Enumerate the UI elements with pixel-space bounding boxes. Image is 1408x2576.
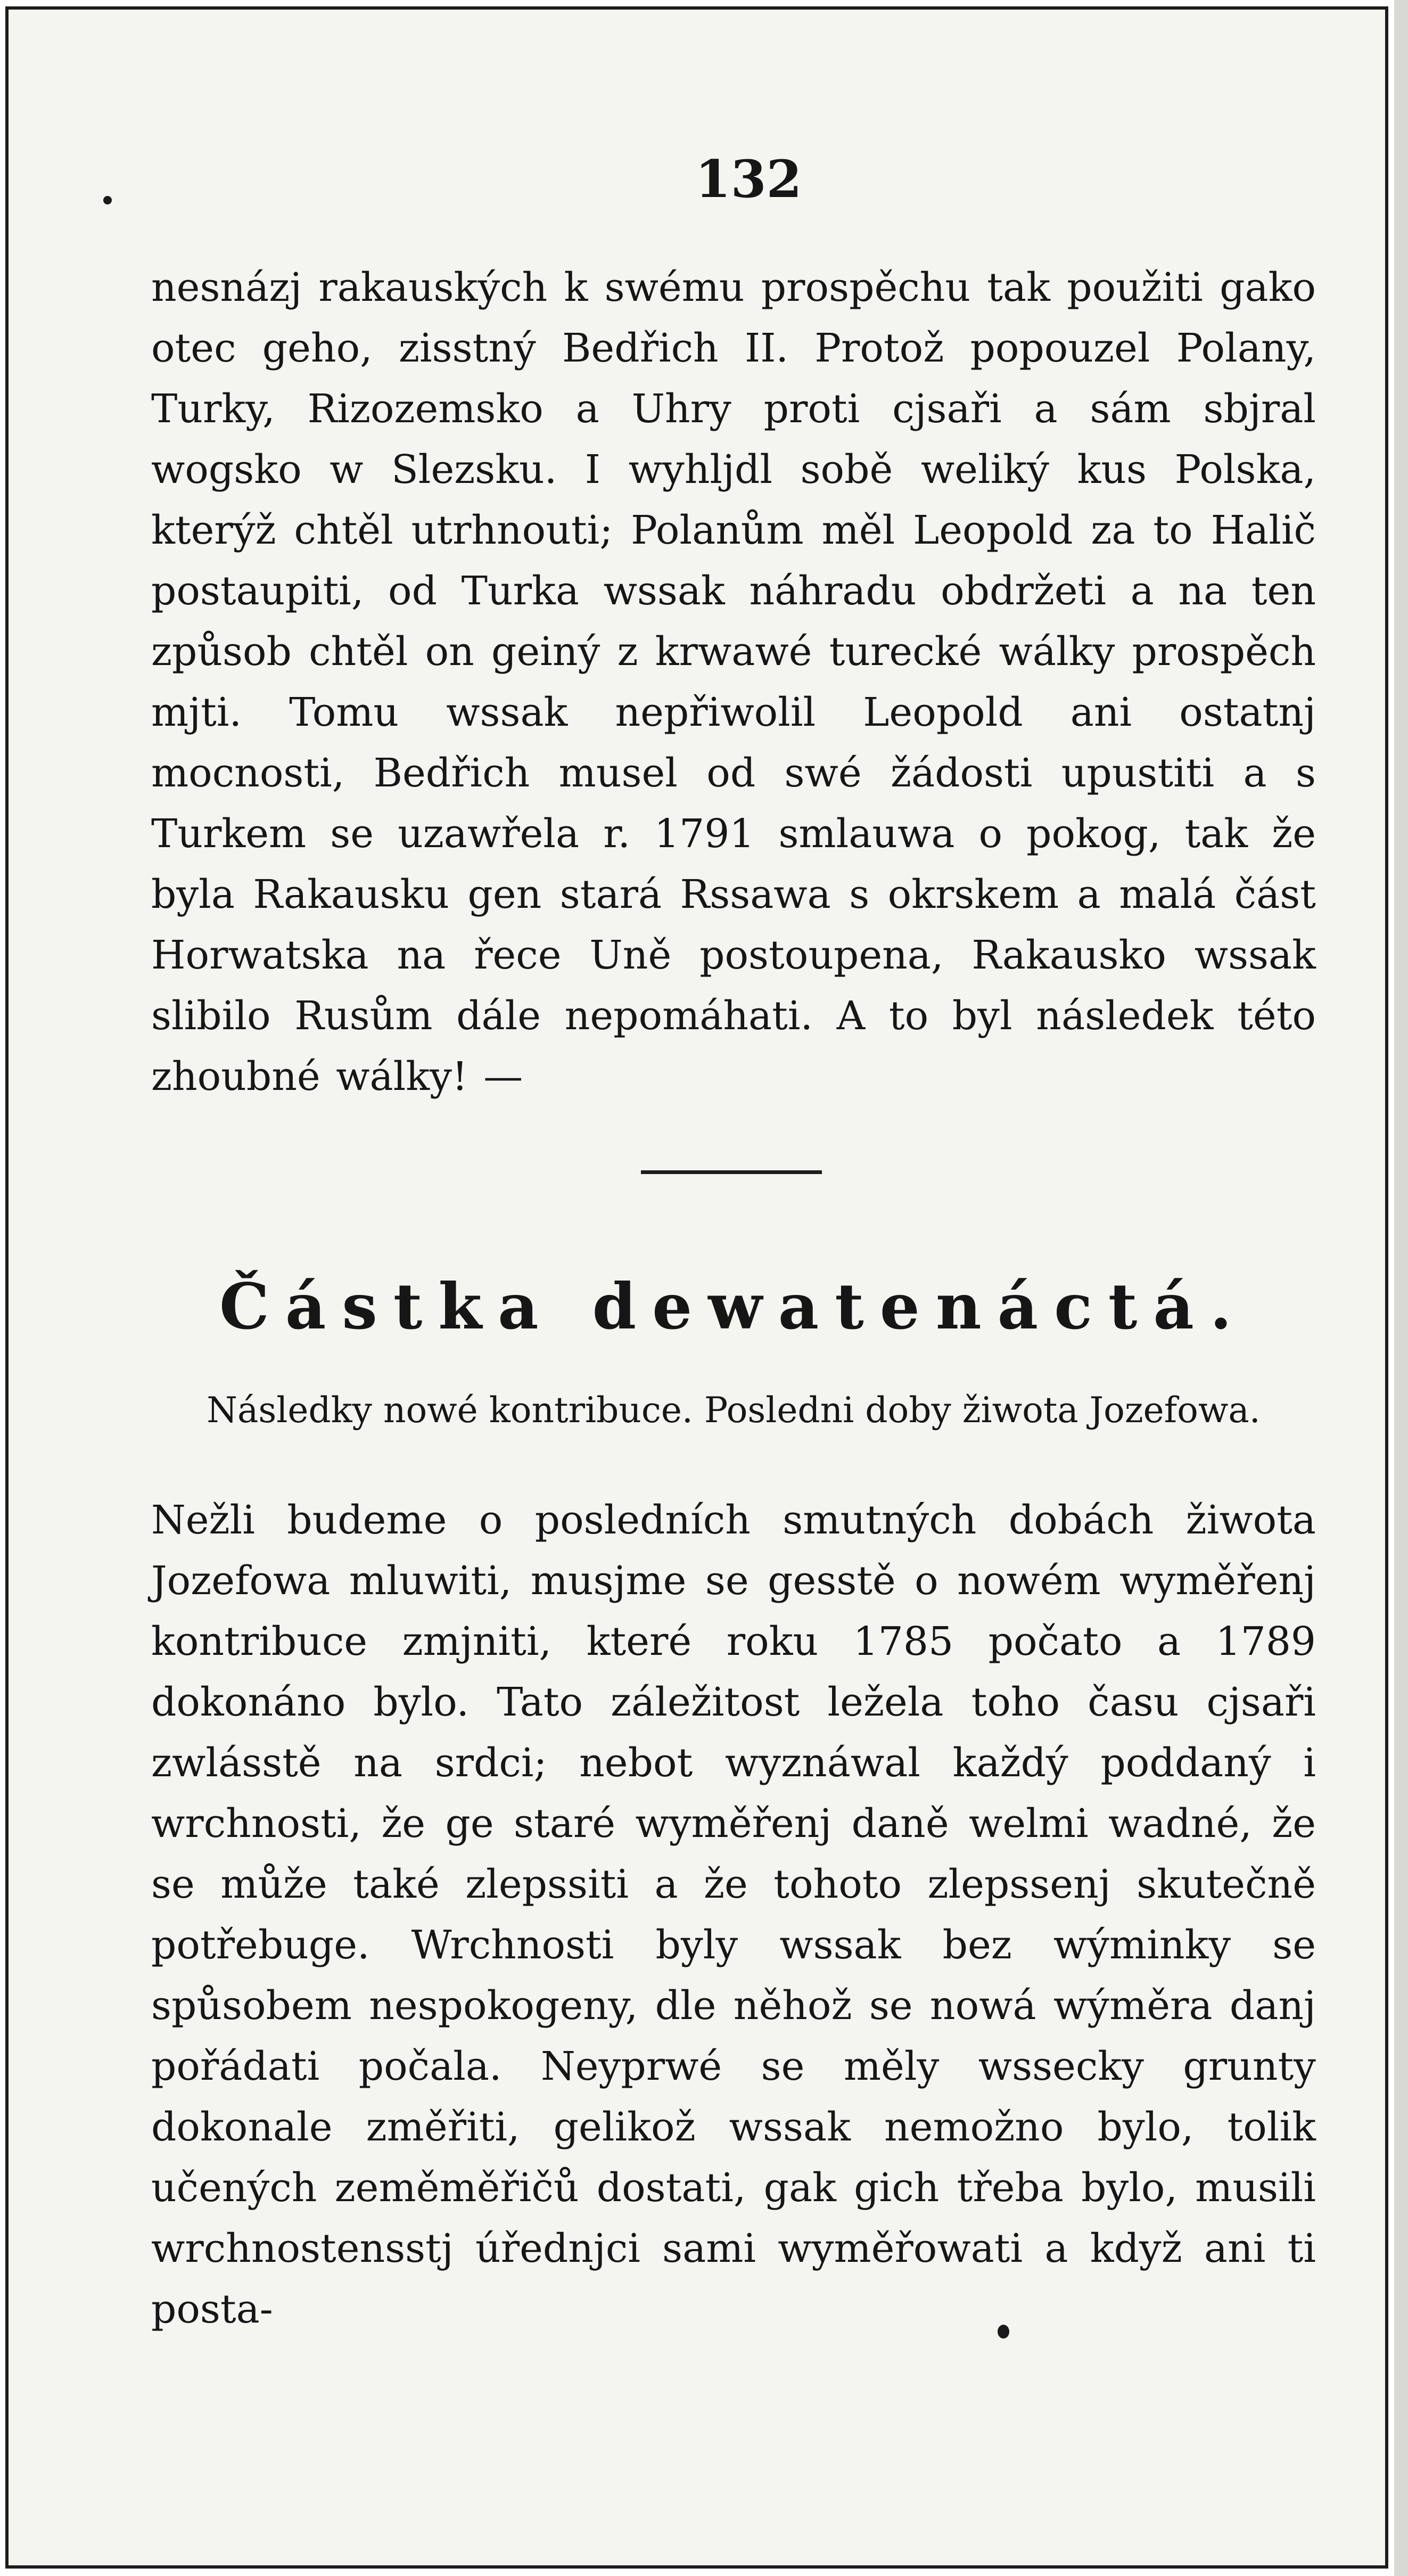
ink-speck — [103, 196, 112, 204]
book-page — [5, 6, 1388, 2569]
top-paragraph: nesnázj rakauských k swému prospěchu tak použiti gako otec geho, zisstný Bedřich II. Protož popouzel Polany, Turky, Rizozemsko a Uhry proti cjsaři a sám sbjral wogsko w Slezsku. I wyhljdl sobě weliký kus Polska, kterýž chtěl utrhnouti; Polanům měl Leopold za to Halič postaupiti, od Turka wssak náhradu obdržeti a na ten způsob chtěl on geiný z krwawé turecké wálky prospěch mjti. Tomu wssak nepřiwolil Leopold ani ostatnj mocnosti, Bedřich musel od swé žádosti upustiti a s Turkem se uzawřela r. 1791 smlauwa o pokog, tak že byla Rakausku gen stará Rssawa s okrskem a malá část Horwatska na řece Uně postoupena, Rakausko wssak slibilo Rusům dále nepomáhati. A to byl následek této zhoubné wálky! — — [151, 265, 1316, 1100]
section-divider — [641, 1170, 822, 1174]
chapter-title: Částka dewatenáctá. — [219, 1269, 1248, 1343]
ink-speck — [998, 2325, 1009, 2339]
chapter-summary: Následky nowé kontribuce. Posledni doby žiwota Jozefowa. — [207, 1390, 1261, 1431]
page-edge — [1394, 0, 1408, 2576]
page-number: 132 — [695, 149, 802, 209]
bottom-paragraph: Nežli budeme o posledních smutných dobách žiwota Jozefowa mluwiti, musjme se gesstě o nowém wyměřenj kontribuce zmjniti, které roku 1785 počato a 1789 dokonáno bylo. Tato záležitost ležela toho času cjsaři zwlásstě na srdci; nebot wyznáwal každý poddaný i wrchnosti, že ge staré wyměřenj daně welmi wadné, že se může také zlepssiti a že tohoto zlepssenj skutečně potřebuge. Wrchnosti byly wssak bez wýminky se spůsobem nespokogeny, dle něhož se nowá wýměra danj pořádati počala. Neyprwé se měly wssecky grunty dokonale změřiti, gelikož wssak nemožno bylo, tolik učených zeměměřičů dostati, gak gich třeba bylo, musili wrchnostensstj úřednjci sami wyměřowati a když ani ti posta- — [151, 1497, 1316, 2332]
